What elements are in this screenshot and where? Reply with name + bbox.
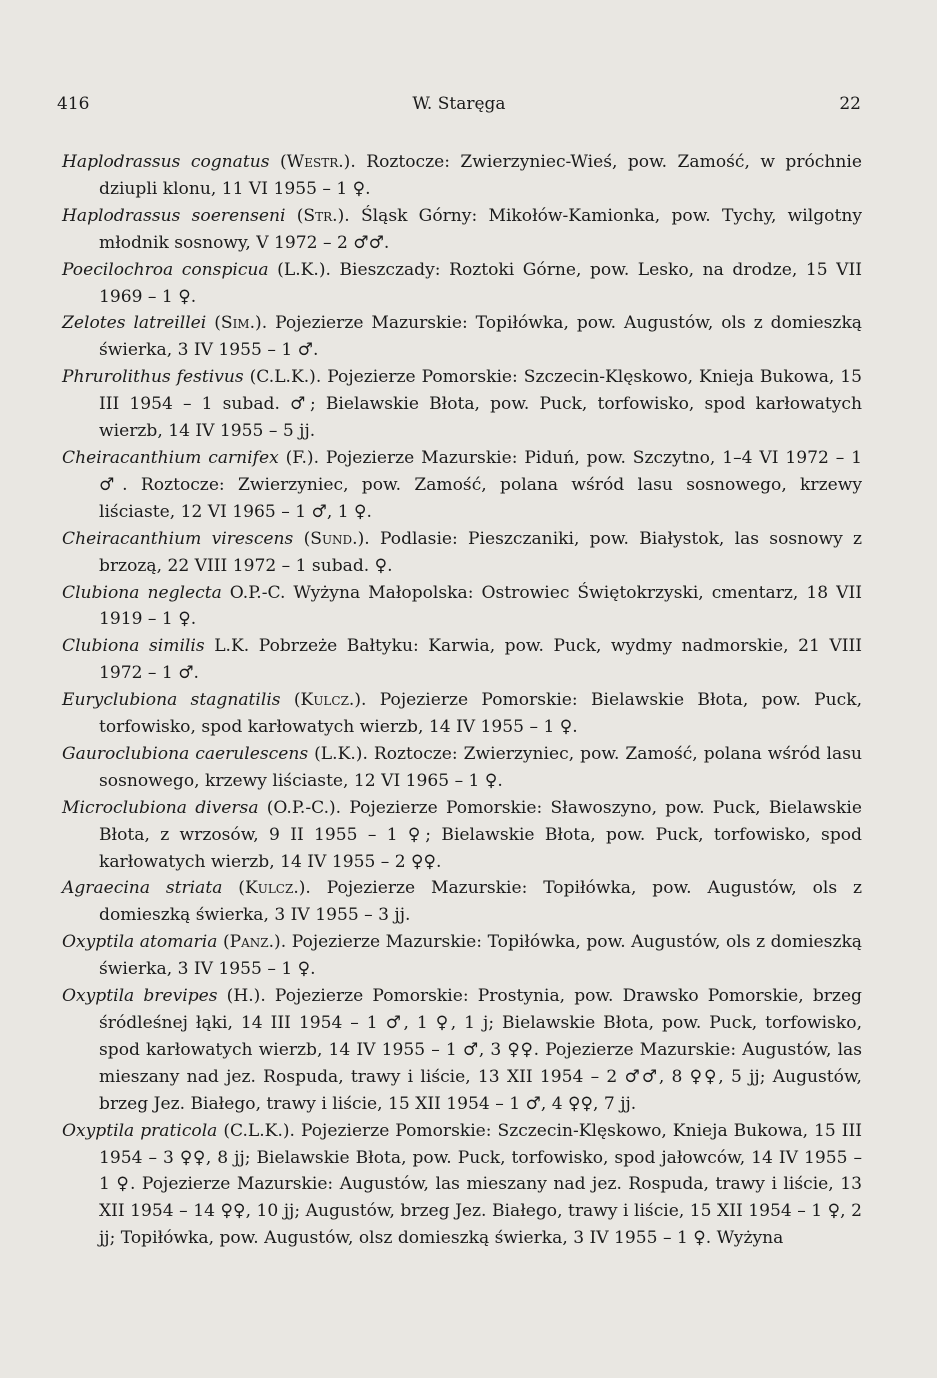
species-entry xyxy=(62,633,862,687)
entry-text: Śląsk Górny: Mikołów-Kamionka, pow. Tychy, wilgotny młodnik sosnowy, V 1972 – 2 ♂♂. xyxy=(99,205,862,253)
taxon-author: (O.P.-C.). xyxy=(266,797,342,818)
taxon-name: Phrurolithus festivus xyxy=(62,367,244,388)
entry-text: Pojezierze Pomorskie: Szczecin-Klęskowo, Knieja Bukowa, 15 III 1954 – 3 ♀♀, 8 jj; Bielawskie Błota, pow. Puck, torfowisko, spod jałowców, 14 IV 1955 – 1 ♀. Pojezierze Mazurskie: Augustów, las mieszany nad jez. Rospuda, trawy i liście, 13 XII 1954 – 14 ♀♀, 10 jj; Augustów, brzeg Jez. Białego, trawy i liście, 15 XII 1954 – 1 ♀, 2 jj; Topiłówka, pow. Augustów, olsz domieszką świerka, 3 IV 1955 – 1 ♀. Wyżyna xyxy=(99,1120,862,1249)
species-entry xyxy=(62,929,862,983)
species-entry xyxy=(62,203,862,257)
taxon-author: (Kulcz.). xyxy=(293,690,367,711)
taxon-author: (Sim.). xyxy=(214,313,268,334)
entry-text: Pojezierze Pomorskie: Sławoszyno, pow. Puck, Bielawskie Błota, z wrzosów, 9 II 1955 – 1 ♀; Bielawskie Błota, pow. Puck, torfowisko, spod karłowatych wierzb, 14 IV 1955 – 2 ♀♀. xyxy=(99,797,862,872)
taxon-name: Clubiona similis xyxy=(62,636,205,657)
taxon-name: Haplodrassus soerenseni xyxy=(62,205,286,226)
entry-text: Pojezierze Mazurskie: Topiłówka, pow. Augustów, ols z domieszką świerka, 3 IV 1955 – 1 ♂. xyxy=(99,313,862,361)
species-entry xyxy=(62,310,862,364)
taxon-name: Oxyptila atomaria xyxy=(62,932,218,953)
taxon-author: (L.K.). xyxy=(277,259,331,280)
taxon-name: Euryclubiona stagnatilis xyxy=(62,690,281,711)
taxon-name: Poecilochroa conspicua xyxy=(62,259,269,280)
species-entry xyxy=(62,687,862,741)
taxon-author: (C.L.K.). xyxy=(249,367,322,388)
species-entry xyxy=(62,580,862,634)
taxon-author: (Str.). xyxy=(296,205,350,226)
entry-text: Pojezierze Mazurskie: Topiłówka, pow. Augustów, ols z domieszką świerka, 3 IV 1955 – 1 ♀. xyxy=(99,932,862,980)
species-entry xyxy=(62,149,862,203)
species-entry xyxy=(62,364,862,445)
entry-text: Pojezierze Pomorskie: Prostynia, pow. Drawsko Pomorskie, brzeg śródleśnej łąki, 14 III 1954 – 1 ♂, 1 ♀, 1 j; Bielawskie Błota, pow. Puck, torfowisko, spod karłowatych wierzb, 14 IV 1955 – 1 ♂, 3 ♀♀. Pojezierze Mazurskie: Augustów, las mieszany nad jez. Rospuda, trawy i liście, 13 XII 1954 – 2 ♂♂, 8 ♀♀, 5 jj; Augustów, brzeg Jez. Białego, trawy i liście, 15 XII 1954 – 1 ♂, 4 ♀♀, 7 jj. xyxy=(99,986,862,1114)
taxon-name: Haplodrassus cognatus xyxy=(62,152,270,172)
species-entry xyxy=(62,1118,862,1253)
taxon-author: (L.K.). xyxy=(314,743,368,764)
taxon-author: (Westr.). xyxy=(279,152,356,172)
entry-text: Pojezierze Pomorskie: Szczecin-Klęskowo, Knieja Bukowa, 15 III 1954 – 1 subad. ♂; Bielawskie Błota, pow. Puck, torfowisko, spod karłowatych wierzb, 14 IV 1955 – 5 jj. xyxy=(99,367,863,442)
taxon-author: (Sund.). xyxy=(303,528,370,549)
entry-text: Pobrzeże Bałtyku: Karwia, pow. Puck, wydmy nadmorskie, 21 VIII 1972 – 1 ♂. xyxy=(99,636,862,684)
species-list xyxy=(62,149,862,1252)
taxon-author: (Panz.). xyxy=(222,932,287,953)
entry-text: Bieszczady: Roztoki Górne, pow. Lesko, na drodze, 15 VII 1969 – 1 ♀. xyxy=(99,259,862,307)
species-entry xyxy=(62,257,862,311)
taxon-name: Gauroclubiona caerulescens xyxy=(62,743,309,764)
running-author: W. Staręga xyxy=(412,94,506,114)
entry-text: Pojezierze Pomorskie: Bielawskie Błota, pow. Puck, torfowisko, spod karłowatych wierzb, 14 IV 1955 – 1 ♀. xyxy=(99,690,863,738)
taxon-name: Oxyptila brevipes xyxy=(62,986,218,1007)
taxon-author: L.K. xyxy=(214,636,250,657)
entry-text: Pojezierze Mazurskie: Topiłówka, pow. Augustów, ols z domieszką świerka, 3 IV 1955 – 3 jj. xyxy=(99,878,862,926)
taxon-name: Oxyptila praticola xyxy=(62,1120,218,1141)
taxon-author: (C.L.K.). xyxy=(223,1120,295,1141)
entry-text: Roztocze: Zwierzyniec-Wieś, pow. Zamość, w próchnie dziupli klonu, 11 VI 1955 – 1 ♀. xyxy=(99,152,862,199)
taxon-author: (H.). xyxy=(226,986,266,1007)
page-number-left: 416 xyxy=(57,94,90,114)
species-entry xyxy=(62,875,862,929)
entry-text: Podlasie: Pieszczaniki, pow. Białystok, las sosnowy z brzozą, 22 VIII 1972 – 1 subad. ♀. xyxy=(99,528,862,576)
entry-text: Roztocze: Zwierzyniec, pow. Zamość, polana wśród lasu sosnowego, krzewy liściaste, 12 VI 1965 – 1 ♀. xyxy=(99,743,862,791)
taxon-name: Zelotes latreillei xyxy=(62,313,207,334)
page-number-right: 22 xyxy=(839,94,861,114)
species-entry xyxy=(62,795,862,876)
taxon-author: (F.). xyxy=(285,447,320,468)
entry-text: Wyżyna Małopolska: Ostrowiec Świętokrzyski, cmentarz, 18 VII 1919 – 1 ♀. xyxy=(99,582,862,630)
taxon-name: Cheiracanthium virescens xyxy=(62,528,294,549)
taxon-name: Clubiona neglecta xyxy=(62,582,222,603)
taxon-name: Microclubiona diversa xyxy=(62,797,259,818)
taxon-author: O.P.-C. xyxy=(229,582,286,603)
taxon-name: Agraecina striata xyxy=(62,878,223,899)
taxon-author: (Kulcz.). xyxy=(238,878,311,899)
page-header xyxy=(57,94,861,120)
species-entry xyxy=(62,526,862,580)
species-entry xyxy=(62,741,862,795)
species-entry xyxy=(62,445,862,526)
entry-text: Pojezierze Mazurskie: Piduń, pow. Szczytno, 1–4 VI 1972 – 1 ♂. Roztocze: Zwierzyniec, pow. Zamość, polana wśród lasu sosnowego, krzewy liściaste, 12 VI 1965 – 1 ♂, 1 ♀. xyxy=(99,447,862,522)
species-entry xyxy=(62,983,862,1118)
taxon-name: Cheiracanthium carnifex xyxy=(62,447,279,468)
